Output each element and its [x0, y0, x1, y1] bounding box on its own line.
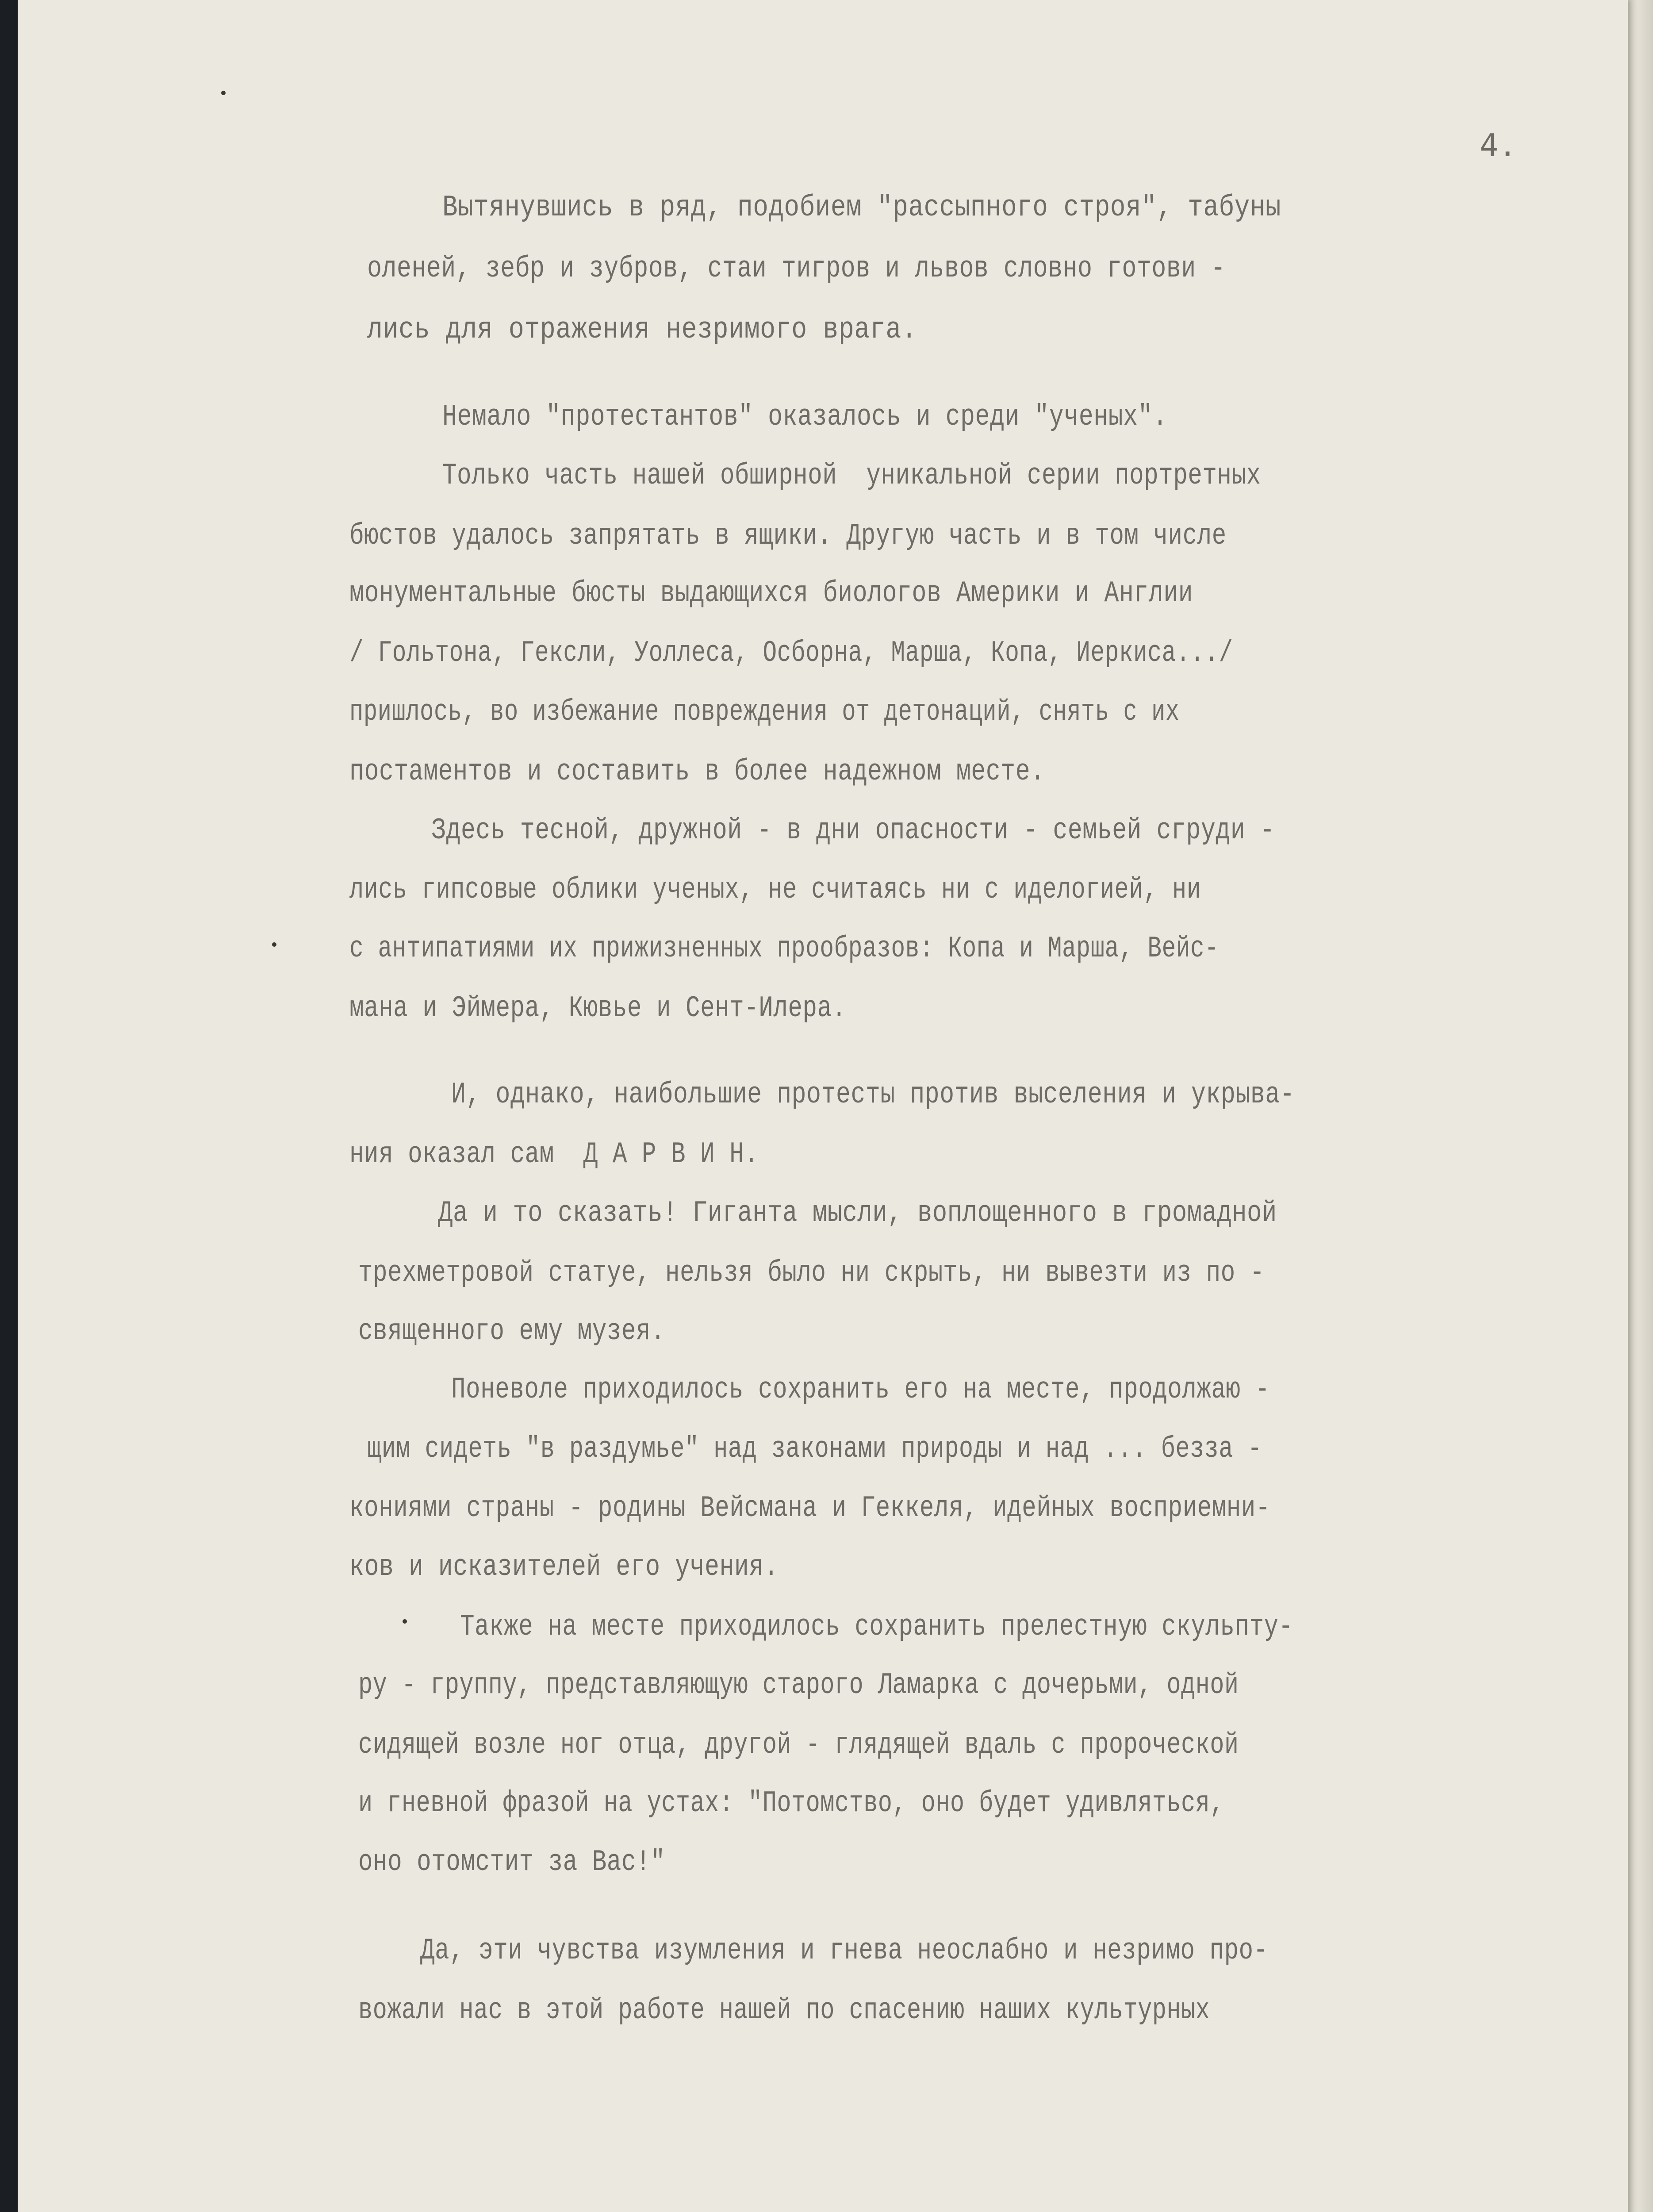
text-line: Поневоле приходилось сохранить его на месте, продолжаю -	[451, 1373, 1270, 1407]
text-line: сидящей возле ног отца, другой - глядящей вдаль с пророческой	[358, 1728, 1239, 1762]
text-line: ков и исказителей его учения.	[349, 1550, 779, 1584]
text-line: лись гипсовые облики ученых, не считаясь ни с иделогией, ни	[349, 873, 1201, 907]
text-line: Да, эти чувства изумления и гнева неослабно и незримо про-	[420, 1934, 1268, 1968]
text-line: вожали нас в этой работе нашей по спасению наших культурных	[358, 1993, 1210, 2028]
text-line: И, однако, наибольшие протесты против выселения и укрыва-	[451, 1078, 1295, 1112]
text-line: лись для отражения незримого врага.	[367, 313, 917, 347]
text-line: Только часть нашей обширной уникальной серии портретных	[442, 459, 1261, 493]
text-line: оленей, зебр и зубров, стаи тигров и львов словно готови -	[367, 252, 1226, 286]
text-line: Также на месте приходилось сохранить прелестную скульпту-	[460, 1610, 1293, 1644]
text-line: оно отомстит за Вас!"	[358, 1845, 665, 1879]
text-line: кониями страны - родины Вейсмана и Геккеля, идейных восприемни-	[349, 1491, 1270, 1525]
text-line: Да и то сказать! Гиганта мысли, воплощенного в громадной	[438, 1196, 1277, 1230]
text-line: постаментов и составить в более надежном месте.	[349, 755, 1045, 789]
text-line: ния оказал сам Д А Р В И Н.	[349, 1137, 759, 1171]
text-line: трехметровой статуе, нельзя было ни скрыть, ни вывезти из по -	[358, 1256, 1265, 1290]
text-line: Вытянувшись в ряд, подобием "рассыпного строя", табуны	[442, 191, 1281, 225]
text-line: / Гольтона, Гексли, Уоллеса, Осборна, Марша, Копа, Иеркиса.../	[349, 636, 1233, 670]
text-line: ру - группу, представляющую старого Ламарка с дочерьми, одной	[358, 1668, 1239, 1702]
text-line: Здесь тесной, дружной - в дни опасности - семьей сгруди -	[431, 814, 1275, 848]
text-line: мана и Эймера, Кювье и Сент-Илера.	[349, 991, 847, 1025]
text-line: с антипатиями их прижизненных прообразов: Копа и Марша, Вейс-	[349, 932, 1219, 966]
text-line: щим сидеть "в раздумье" над законами природы и над ... безза -	[367, 1432, 1262, 1466]
text-line: и гневной фразой на устах: "Потомство, оно будет удивляться,	[358, 1786, 1224, 1820]
text-line: монументальные бюсты выдающихся биологов Америки и Англии	[349, 576, 1193, 611]
text-line: пришлось, во избежание повреждения от детонаций, снять с их	[349, 695, 1180, 729]
text-line: Немало "протестантов" оказалось и среди "ученых".	[442, 400, 1168, 434]
page-number: 4.	[1480, 127, 1517, 164]
text-line: священного ему музея.	[358, 1314, 665, 1348]
text-line: бюстов удалось запрятать в ящики. Другую часть и в том числе	[349, 519, 1227, 553]
